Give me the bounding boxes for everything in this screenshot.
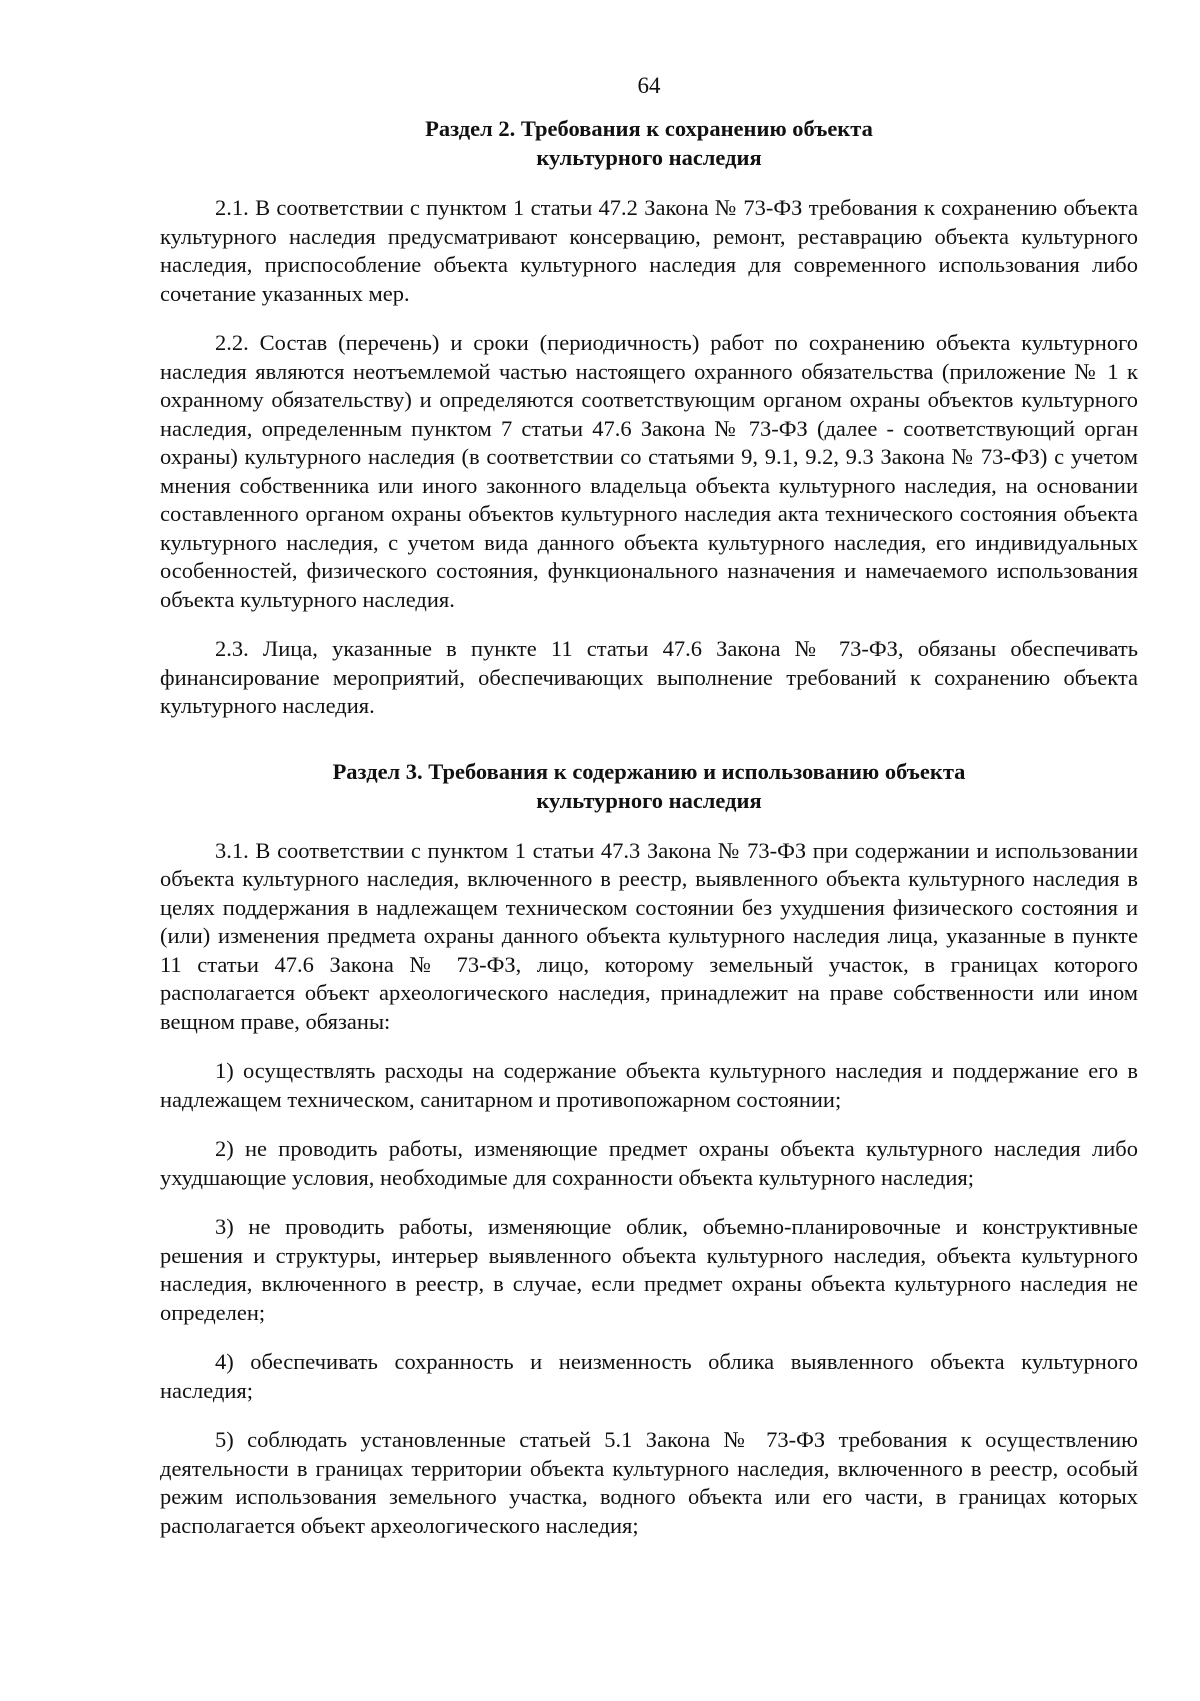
paragraph-2-2: 2.2. Состав (перечень) и сроки (периодичность) работ по сохранению объекта культурного наследия являются неотъемлемой частью настоящего охранного обязательства (приложение № 1 к охранному обязательству) и определяются соответствующим органом охраны объектов культурного наследия, определенным пунктом 7 статьи 47.6 Закона № 73-ФЗ (далее - соответствующий орган охраны) культурного наследия (в соответствии со статьями 9, 9.1, 9.2, 9.3 Закона № 73-ФЗ) с учетом мнения собственника или иного законного владельца объекта культурного наследия, на основании составленного органом охраны объектов культурного наследия акта технического состояния объекта культурного наследия, с учетом вида данного объекта культурного наследия, его индивидуальных особенностей, физического состояния, функционального назначения и намечаемого использования объекта культурного наследия. bbox=[160, 330, 1138, 612]
section-2-heading-line-2: культурного наследия bbox=[536, 145, 762, 170]
list-item-4: 4) обеспечивать сохранность и неизменность облика выявленного объекта культурного наследия; bbox=[160, 1349, 1138, 1403]
section-3-heading-line-2: культурного наследия bbox=[536, 787, 762, 813]
paragraph-2-3: 2.3. Лица, указанные в пункте 11 статьи 47.6 Закона № 73-ФЗ, обязаны обеспечивать финансирование мероприятий, обеспечивающих выполнение требований к сохранению объекта культурного наследия. bbox=[160, 636, 1138, 718]
paragraph-2-1: 2.1. В соответствии с пунктом 1 статьи 47.2 Закона № 73-ФЗ требования к сохранению объекта культурного наследия предусматривают консервацию, ремонт, реставрацию объекта культурного наследия, приспособление объекта культурного наследия для современного использования либо сочетание указанных мер. bbox=[160, 195, 1138, 306]
list-item-5: 5) соблюдать установленные статьей 5.1 Закона № 73-ФЗ требования к осуществлению деятельности в границах территории объекта культурного наследия, включенного в реестр, особый режим использования земельного участка, водного объекта или его части, в границах которых располагается объект археологического наследия; bbox=[160, 1427, 1138, 1538]
page-number: 64 bbox=[637, 73, 661, 98]
page-content bbox=[160, 72, 1138, 1561]
section-2-heading-line-1: Раздел 2. Требования к сохранению объекта bbox=[425, 116, 873, 141]
paragraph-3-1: 3.1. В соответствии с пунктом 1 статьи 47.3 Закона № 73-ФЗ при содержании и использовании объекта культурного наследия, включенного в реестр, выявленного объекта культурного наследия в целях поддержания в надлежащем техническом состоянии без ухудшения физического состояния и (или) изменения предмета охраны данного объекта культурного наследия лица, указанные в пункте 11 статьи 47.6 Закона № 73-ФЗ, лицо, которому земельный участок, в границах которого располагается объект археологического наследия, принадлежит на праве собственности или ином вещном праве, обязаны: bbox=[160, 837, 1138, 1034]
section-3-heading-line-1: Раздел 3. Требования к содержанию и использованию объекта bbox=[332, 758, 966, 784]
section-2-heading bbox=[160, 114, 1138, 172]
section-3-heading bbox=[160, 757, 1138, 815]
list-item-1: 1) осуществлять расходы на содержание объекта культурного наследия и поддержание его в надлежащем техническом, санитарном и противопожарном состоянии; bbox=[160, 1058, 1138, 1112]
list-item-3: 3) не проводить работы, изменяющие облик, объемно-планировочные и конструктивные решения и структуры, интерьер выявленного объекта культурного наследия, объекта культурного наследия, включенного в реестр, в случае, если предмет охраны объекта культурного наследия не определен; bbox=[160, 1214, 1138, 1325]
list-item-2: 2) не проводить работы, изменяющие предмет охраны объекта культурного наследия либо ухудшающие условия, необходимые для сохранности объекта культурного наследия; bbox=[160, 1136, 1138, 1190]
